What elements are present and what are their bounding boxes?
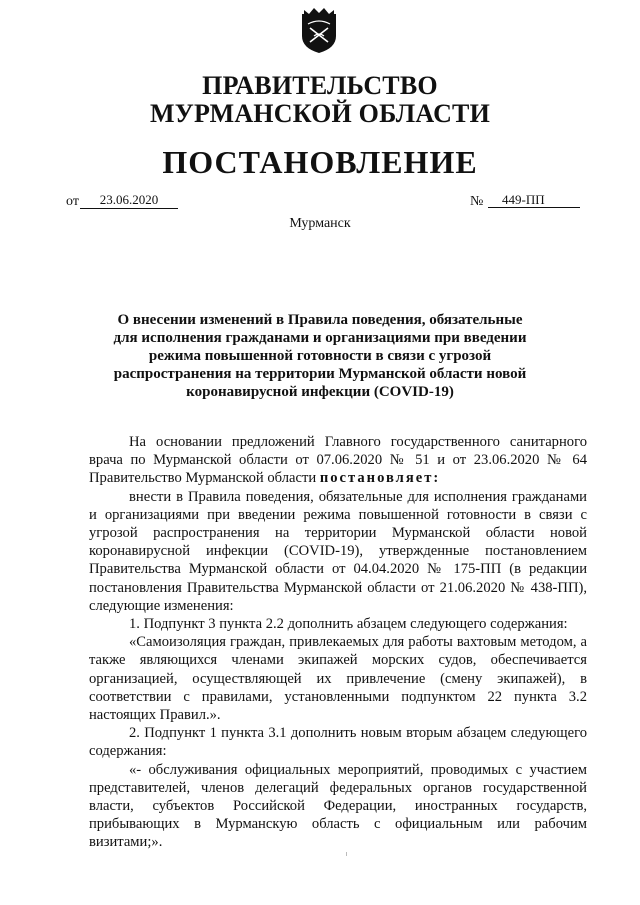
title-line: О внесении изменений в Правила поведения, обязательные [117, 312, 523, 328]
scan-mark [346, 852, 347, 856]
title-line: коронавирусной инфекции (COVID-19) [186, 384, 454, 400]
murmansk-coat-of-arms-icon [300, 6, 338, 54]
paragraph-item-1: 1. Подпункт 3 пункта 2.2 дополнить абзацем следующего содержания: [129, 616, 568, 633]
paragraph-item-2-quote: «- обслуживания официальных мероприятий, проводимых с участием представителей, членов делегаций федеральных органов государственной власти, субъектов Российской Федерации, иностранных государств, прибывающих в Мурманскую область с официальным или рабочим визитами;». [89, 761, 587, 851]
paragraph-basis [89, 433, 587, 488]
city-name: Мурманск [289, 216, 351, 231]
title-line: для исполнения гражданами и организациями при введении [113, 330, 527, 346]
basis-text: На основании предложений Главного государственного санитарного врача по Мурманской области от 07.06.2020 № 51 и от 23.06.2020 № 64 Правительство Мурманской области [89, 434, 587, 487]
document-type-heading: ПОСТАНОВЛЕНИЕ [162, 144, 478, 180]
paragraph-item-2: 2. Подпункт 1 пункта 3.1 дополнить новым вторым абзацем следующего содержания: [89, 725, 587, 760]
title-line: распространения на территории Мурманской области новой [113, 366, 527, 382]
document-date: 23.06.2020 [80, 192, 178, 209]
government-title-line1: ПРАВИТЕЛЬСТВО [202, 71, 438, 100]
document-number: 449-ПП [488, 192, 580, 208]
date-prefix: от [66, 194, 79, 209]
document-body [89, 433, 587, 852]
title-line: режима повышенной готовности в связи с угрозой [148, 348, 492, 364]
number-prefix: № [470, 194, 484, 209]
paragraph-amendments-intro: внести в Правила поведения, обязательные для исполнения гражданами и организациями при введении режима повышенной готовности в связи с угрозой распространения на территории Мурманской области новой коронавирусной инфекции (COVID-19), утвержденные постановлением Правительства Мурманской области от 04.04.2020 № 175-ПП (в редакции постановления Правительства Мурманской области от 21.06.2020 № 438-ПП), следующие изменения: [89, 488, 587, 614]
document-title [110, 311, 530, 401]
resolves-emphasis: постановляет: [319, 470, 441, 487]
government-title-line2: МУРМАНСКОЙ ОБЛАСТИ [149, 99, 491, 128]
paragraph-item-1-quote: «Самоизоляция граждан, привлекаемых для работы вахтовым методом, а также являющихся членами экипажей морских судов, обеспечивается организацией, осуществляющей их привлечение (смену экипажей), в соответствии с правилами, установленными подпунктом 22 пункта 3.2 настоящих Правил.». [89, 634, 587, 724]
